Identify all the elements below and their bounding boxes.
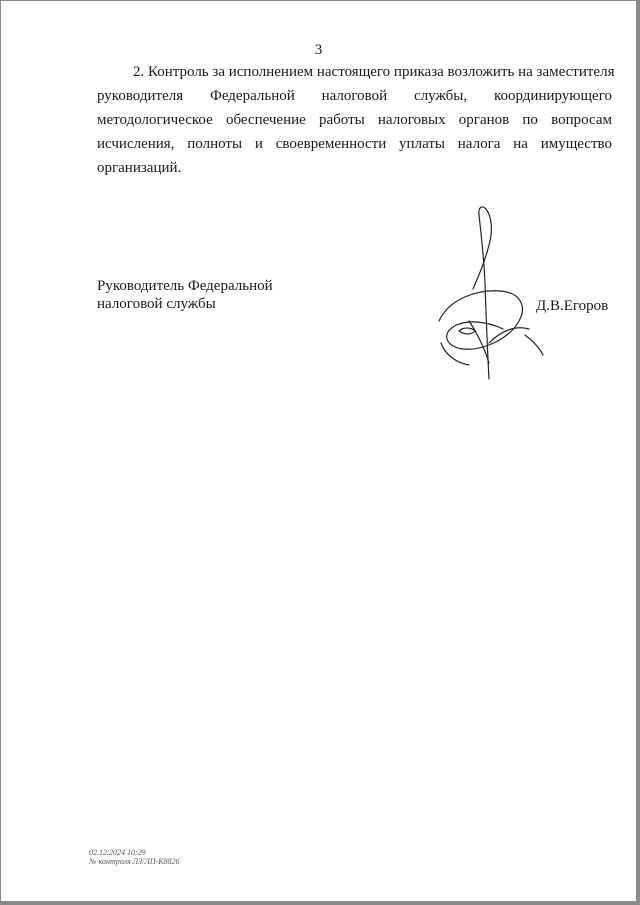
- stamp-line: 02.12.2024 10:29: [89, 848, 146, 857]
- page-number: 3: [314, 42, 323, 58]
- signatory-title-line: Руководитель Федеральной: [97, 278, 273, 294]
- paragraph-line: 2. Контроль за исполнением настоящего приказа возложить на заместителя: [133, 64, 615, 80]
- order-paragraph: [97, 60, 615, 180]
- stamp-line: № контроля ЛЗ/ЛП-К8826: [89, 857, 180, 866]
- paragraph-line: руководителя Федеральной налоговой службы, координирующего: [97, 88, 612, 104]
- handwritten-signature-icon: [429, 203, 559, 381]
- paragraph-line: организаций.: [97, 160, 182, 176]
- signer-name: Д.В.Егоров: [536, 298, 609, 314]
- document-page: [1, 1, 636, 901]
- signatory-title: [97, 277, 273, 313]
- paragraph-line: методологическое обеспечение работы налоговых органов по вопросам: [97, 112, 612, 128]
- paragraph-line: исчисления, полноты и своевременности уплаты налога на имущество: [97, 136, 612, 152]
- signatory-title-line: налоговой службы: [97, 296, 216, 312]
- registration-stamp: [89, 848, 180, 866]
